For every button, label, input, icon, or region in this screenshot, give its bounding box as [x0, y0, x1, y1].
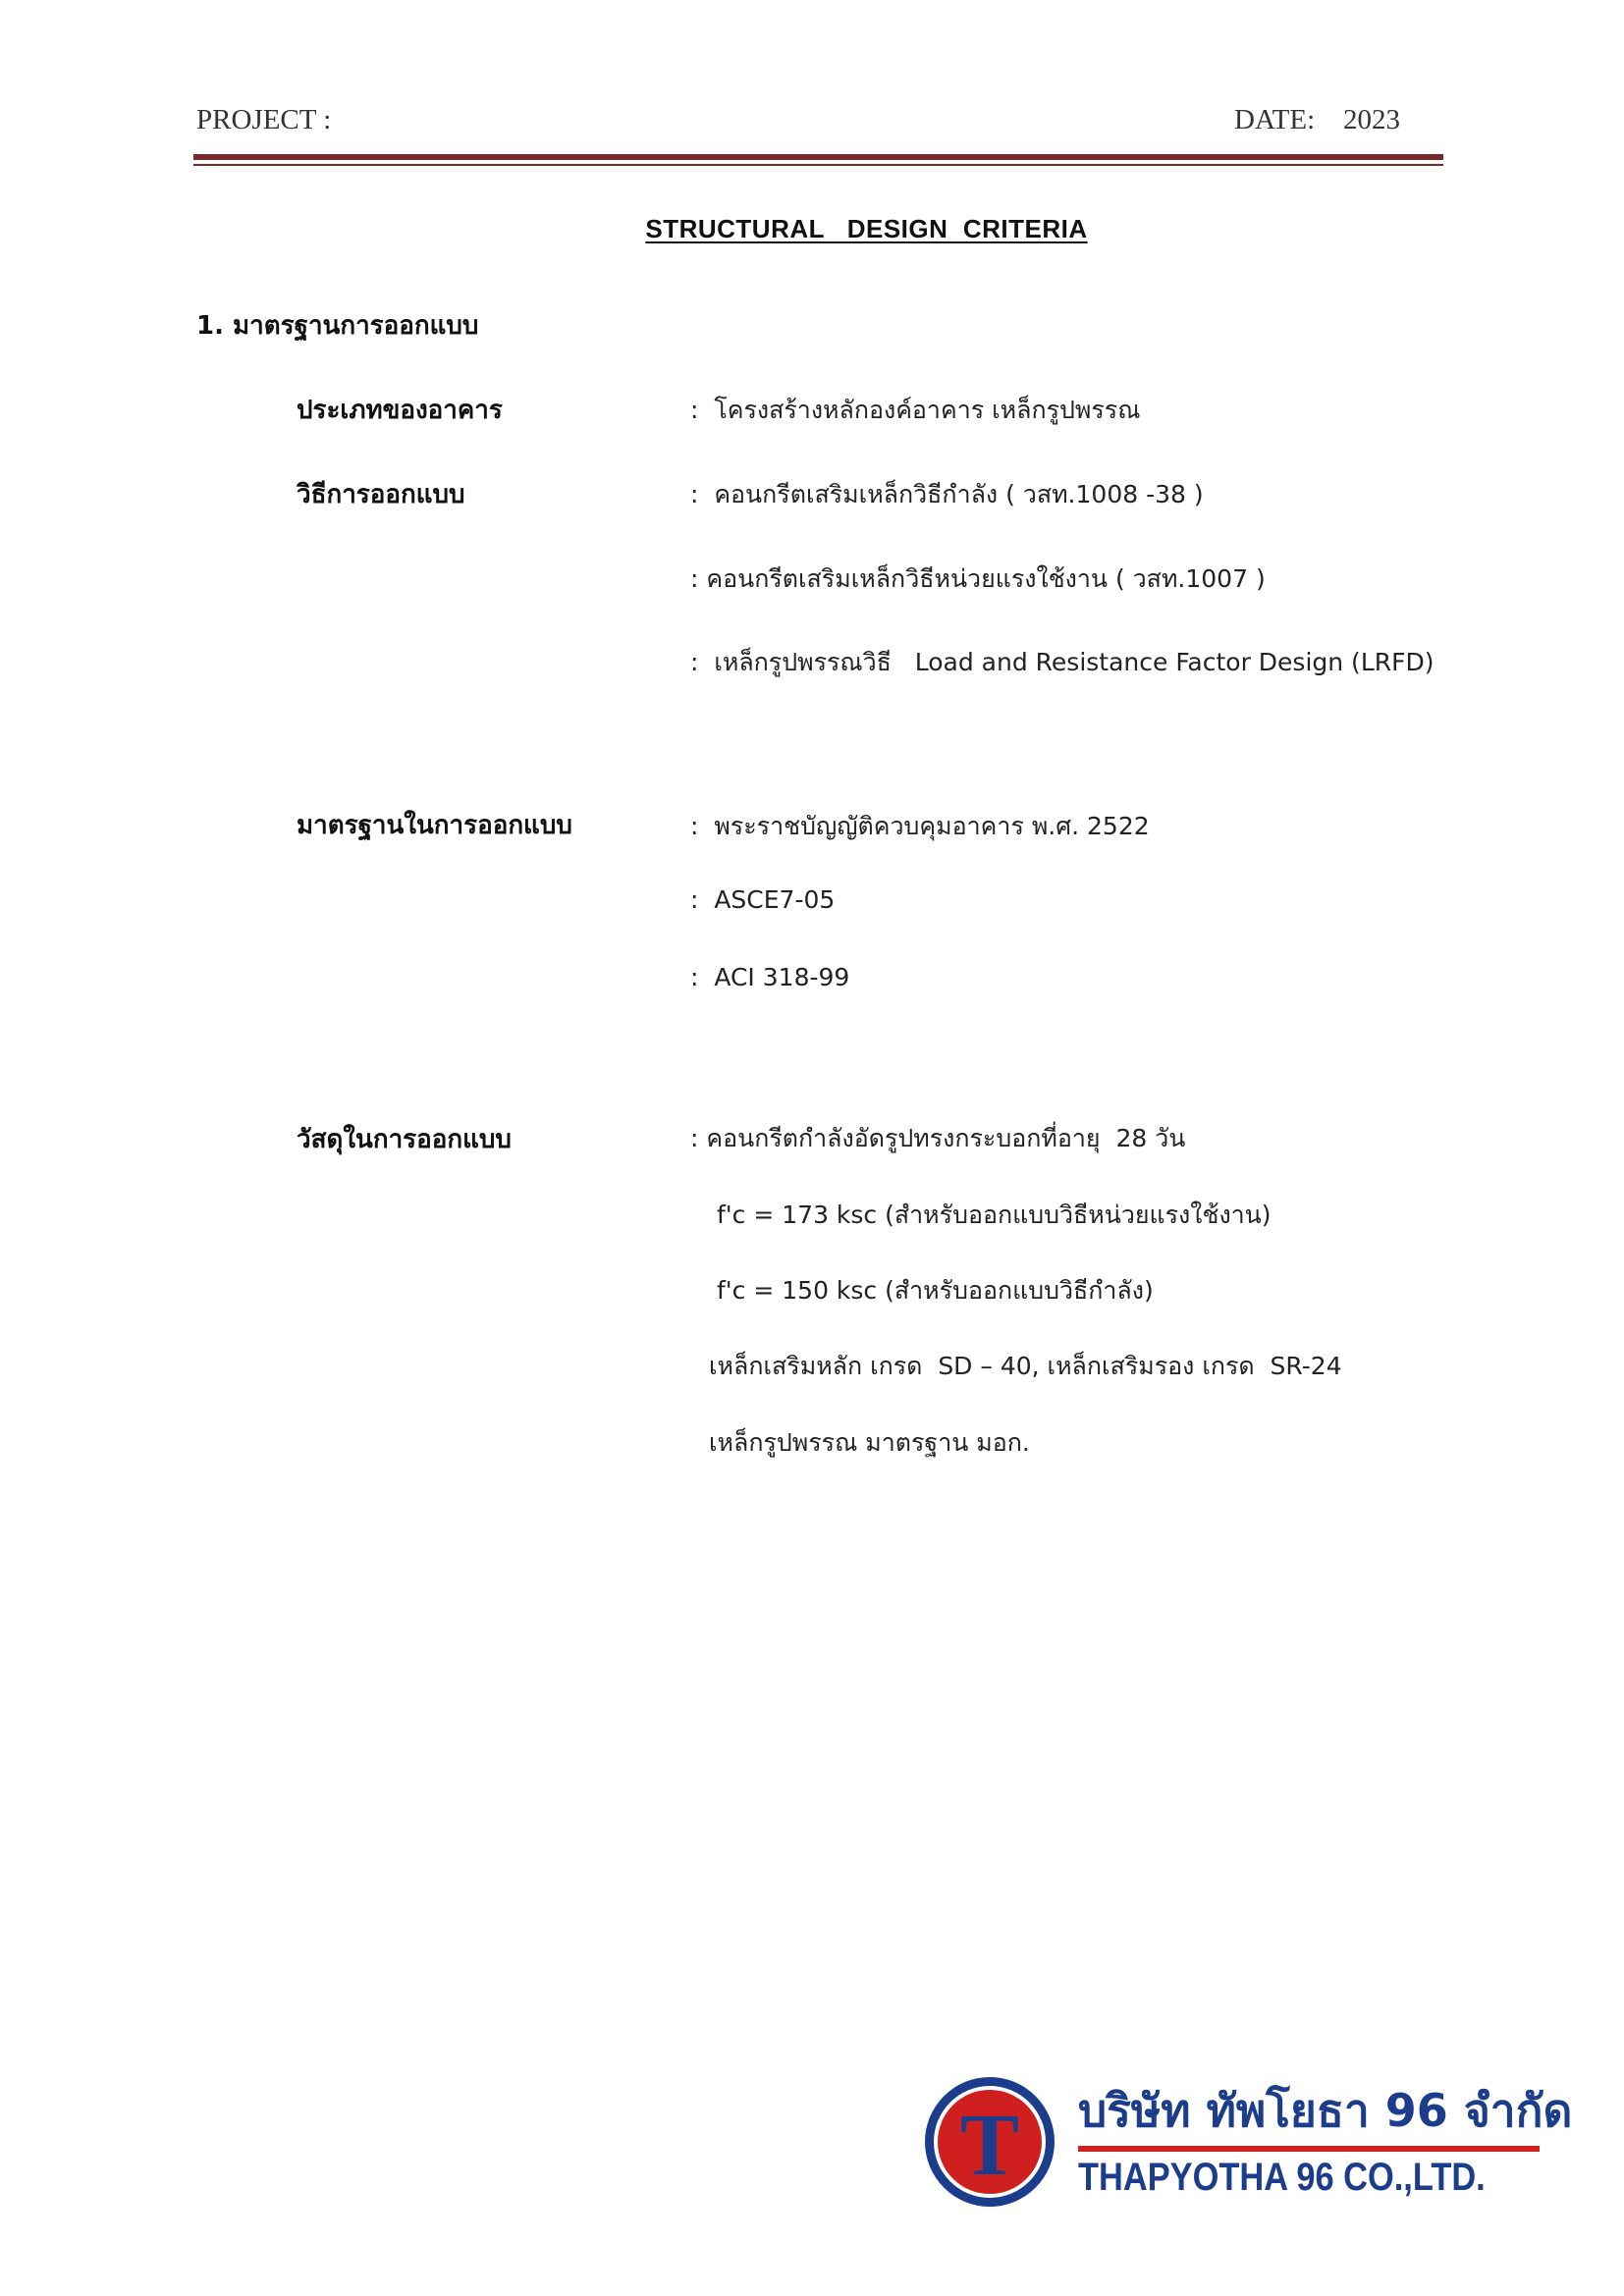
logo-red-bar [1078, 2146, 1540, 2152]
design-method-value-3: : เหล็กรูปพรรณวิธี Load and Resistance Factor Design (LRFD) [690, 648, 1435, 676]
materials-value-3: f'c = 150 ksc (สำหรับออกแบบวิธีกำลัง) [717, 1276, 1154, 1305]
design-method-label: วิธีการออกแบบ [297, 480, 465, 509]
company-emblem-icon [921, 2073, 1058, 2211]
materials-value-2: f'c = 173 ksc (สำหรับออกแบบวิธีหน่วยแรงใช้งาน) [717, 1201, 1272, 1229]
design-method-value-2: : คอนกรีตเสริมเหล็กวิธีหน่วยแรงใช้งาน ( วสท.1007 ) [690, 564, 1266, 593]
section-heading: 1. มาตรฐานการออกแบบ [196, 311, 479, 341]
project-label: PROJECT : [196, 104, 332, 135]
design-standards-value-1: : พระราชบัญญัติควบคุมอาคาร พ.ศ. 2522 [690, 812, 1150, 840]
date-label: DATE: [1234, 104, 1316, 135]
design-standards-value-2: : ASCE7-05 [690, 885, 836, 914]
design-standards-value-3: : ACI 318-99 [690, 963, 850, 991]
company-name-thai: บริษัท ทัพโยธา 96 จำกัด [1078, 2084, 1573, 2137]
date-value: 2023 [1343, 104, 1400, 135]
header-rule-thin [193, 164, 1443, 166]
design-method-value-1: : คอนกรีตเสริมเหล็กวิธีกำลัง ( วสท.1008 -38 ) [690, 480, 1204, 508]
company-name-english: THAPYOTHA 96 CO.,LTD. [1078, 2156, 1486, 2199]
page-title: STRUCTURAL DESIGN CRITERIA [645, 214, 1088, 243]
materials-value-5: เหล็กรูปพรรณ มาตรฐาน มอก. [709, 1428, 1030, 1457]
materials-value-1: : คอนกรีตกำลังอัดรูปทรงกระบอกที่อายุ 28 วัน [690, 1124, 1186, 1152]
building-type-label: ประเภทของอาคาร [297, 396, 503, 425]
design-standards-label: มาตรฐานในการออกแบบ [297, 811, 572, 840]
header-rule [193, 154, 1443, 160]
company-logo [921, 2073, 1573, 2220]
building-type-value: : โครงสร้างหลักองค์อาคาร เหล็กรูปพรรณ [690, 396, 1141, 424]
emblem-letter: T [959, 2097, 1020, 2194]
materials-value-4: เหล็กเสริมหลัก เกรด SD – 40, เหล็กเสริมรอง เกรด SR-24 [709, 1352, 1342, 1380]
materials-label: วัสดุในการออกแบบ [297, 1125, 512, 1154]
